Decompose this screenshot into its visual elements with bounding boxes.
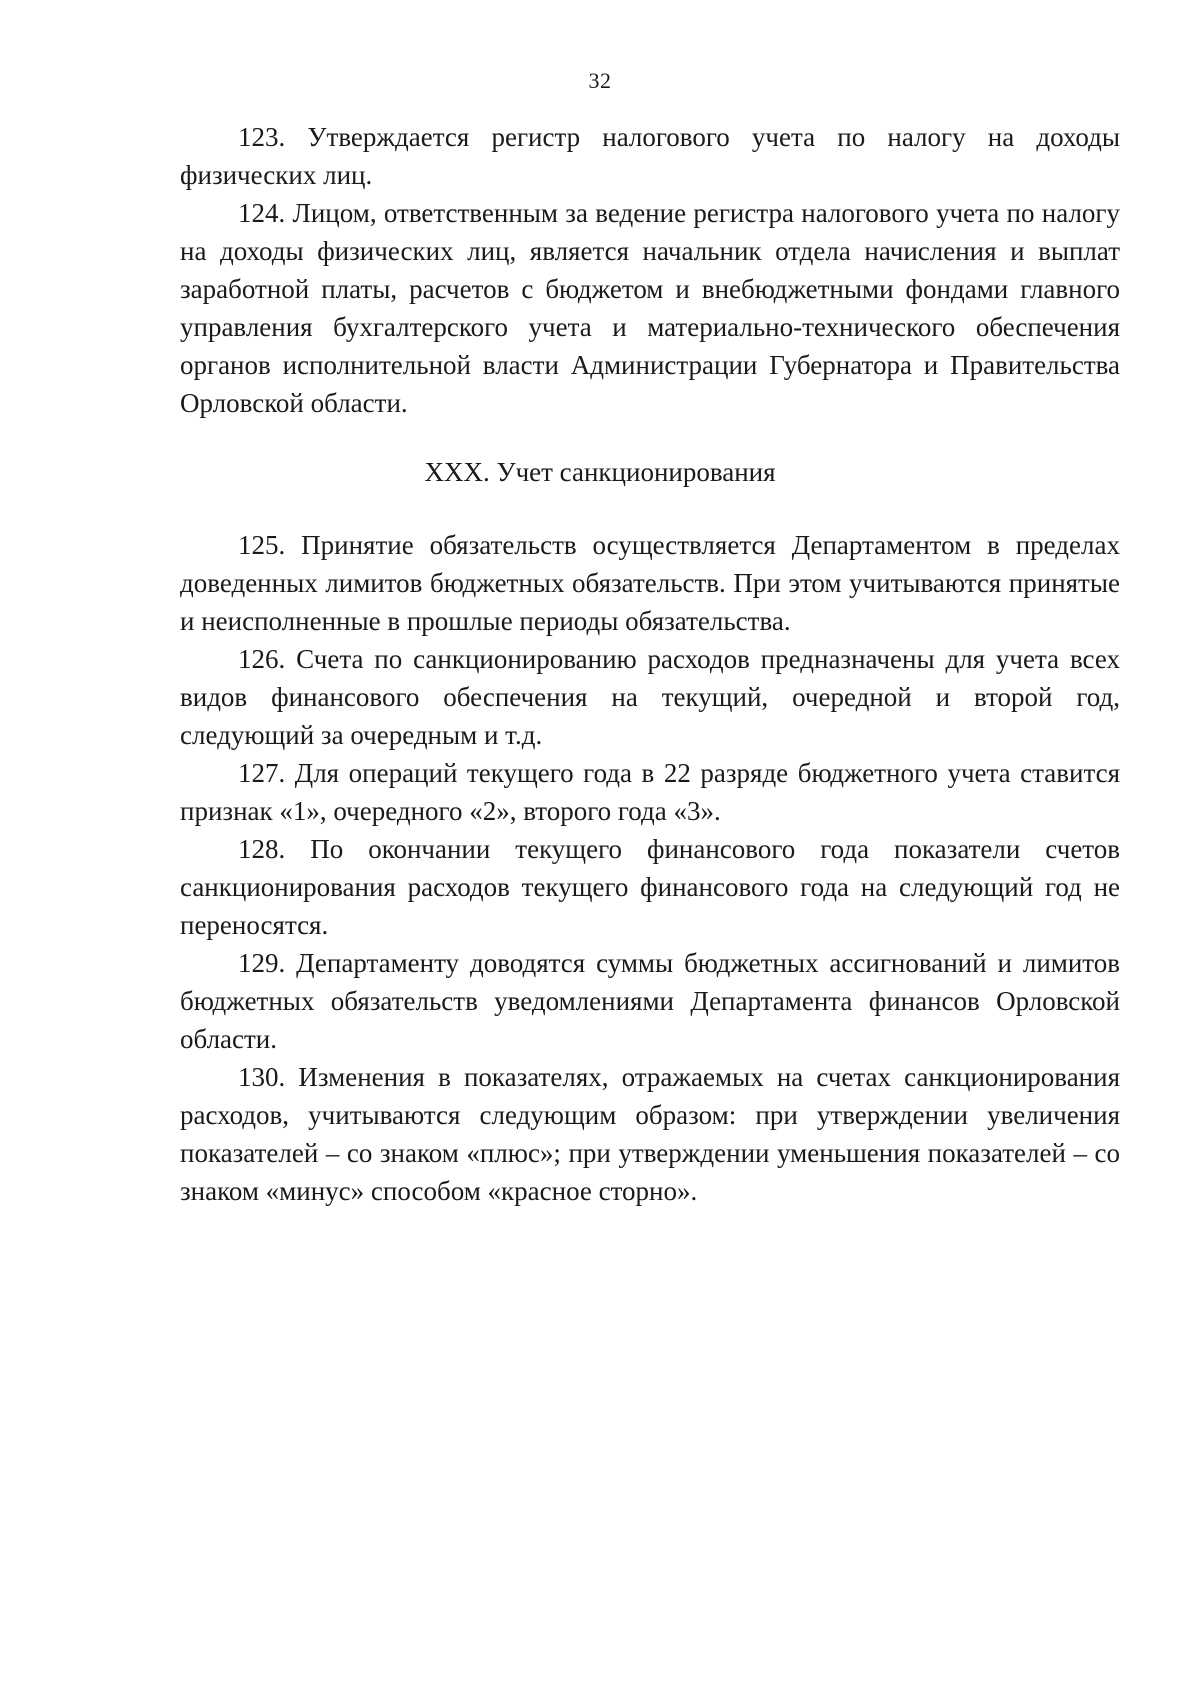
paragraph-130: 130. Изменения в показателях, отражаемых на счетах санкционирования расходов, учитываются следующим образом: при утверждении увеличения показателей – со знаком «плюс»; при утверждении уменьшения показателей – со знаком «минус» способом «красное сторно». xyxy=(180,1062,1120,1206)
paragraphs-before-heading xyxy=(180,118,1120,422)
paragraph-125: 125. Принятие обязательств осуществляется Департаментом в пределах доведенных лимитов бюджетных обязательств. При этом учитываются принятые и неисполненные в прошлые периоды обязательства. xyxy=(180,530,1120,636)
section-heading: XXX. Учет санкционирования xyxy=(424,457,776,487)
paragraph-128: 128. По окончании текущего финансового года показатели счетов санкционирования расходов текущего финансового года на следующий год не переносятся. xyxy=(180,834,1120,940)
paragraph-129: 129. Департаменту доводятся суммы бюджетных ассигнований и лимитов бюджетных обязательств уведомлениями Департамента финансов Орловской области. xyxy=(180,948,1120,1054)
paragraph-126: 126. Счета по санкционированию расходов предназначены для учета всех видов финансового обеспечения на текущий, очередной и второй год, следующий за очередным и т.д. xyxy=(180,644,1120,750)
paragraph-124: 124. Лицом, ответственным за ведение регистра налогового учета по налогу на доходы физических лиц, является начальник отдела начисления и выплат заработной платы, расчетов с бюджетом и внебюджетными фондами главного управления бухгалтерского учета и материально-технического обеспечения органов исполнительной власти Администрации Губернатора и Правительства Орловской области. xyxy=(180,198,1120,418)
page-number: 32 xyxy=(588,68,612,93)
paragraphs-after-heading xyxy=(180,526,1120,1210)
paragraph-127: 127. Для операций текущего года в 22 разряде бюджетного учета ставится признак «1», очередного «2», второго года «3». xyxy=(180,758,1120,826)
paragraph-123: 123. Утверждается регистр налогового учета по налогу на доходы физических лиц. xyxy=(180,122,1120,190)
